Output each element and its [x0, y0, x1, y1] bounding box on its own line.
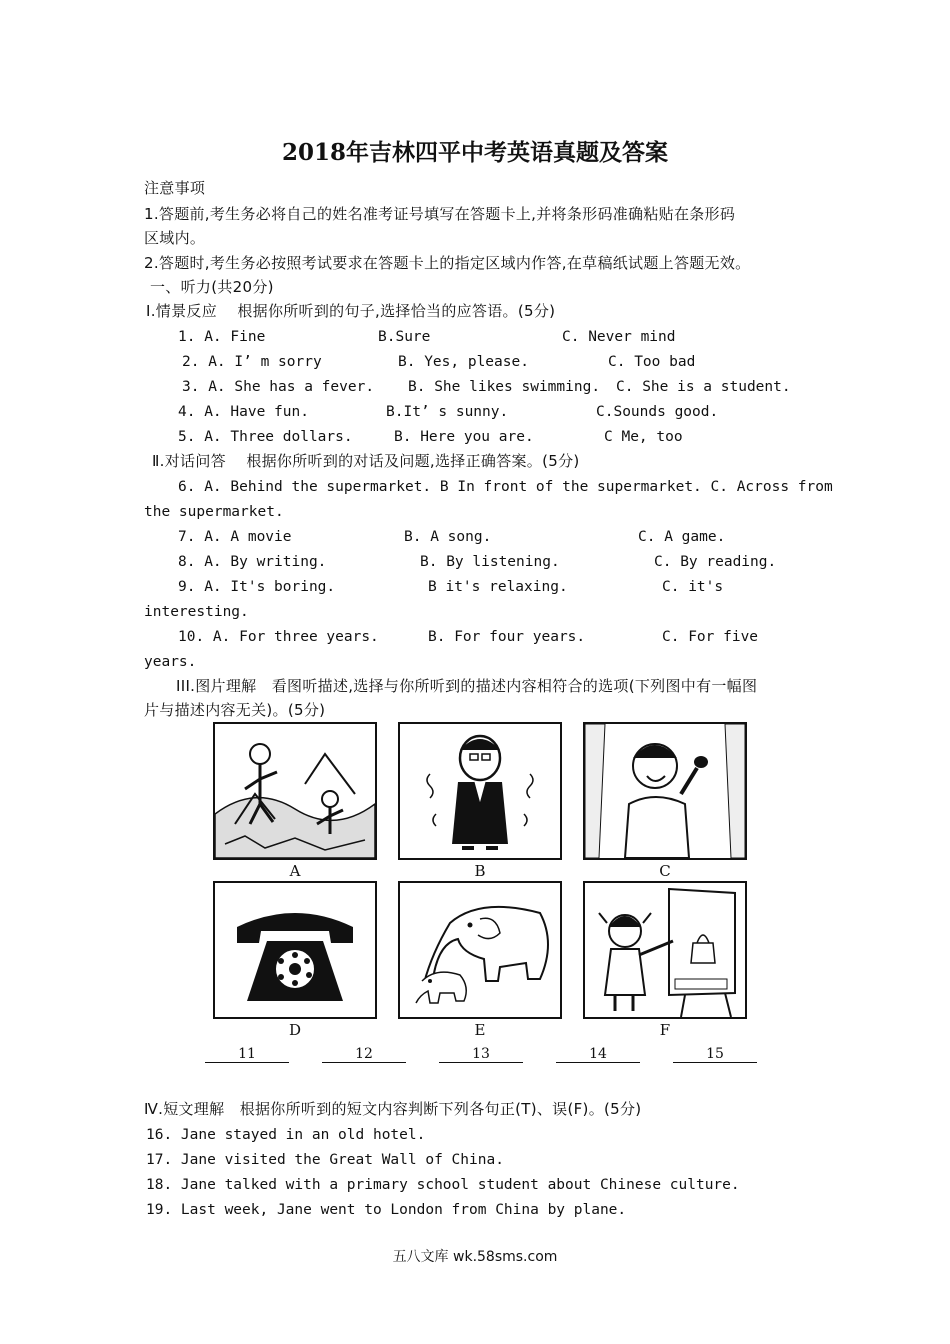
blank-number-15: 15 [706, 1046, 724, 1062]
picture-a-hiking [213, 722, 377, 860]
answer-blank-12[interactable] [322, 1046, 406, 1063]
statement-17: 17. Jane visited the Great Wall of China. [146, 1152, 504, 1168]
q8-option-b: B. By listening. [420, 554, 560, 570]
q1-option-c: C. Never mind [562, 329, 676, 345]
q3-option-b: B. She likes swimming. [408, 379, 601, 395]
q2-option-c: C. Too bad [608, 354, 696, 370]
notice-item-1: 1.答题前,考生务必将自己的姓名准考证号填写在答题卡上,并将条形码准确粘贴在条形码 [144, 205, 736, 223]
q2-option-b: B. Yes, please. [398, 354, 529, 370]
answer-blank-14[interactable] [556, 1046, 640, 1063]
answer-blank-11[interactable] [205, 1046, 289, 1063]
picture-d-telephone [213, 881, 377, 1019]
q7-option-a: 7. A. A movie [178, 529, 292, 545]
footer-watermark: 五八文库 wk.58sms.com [392, 1249, 558, 1265]
picture-e-label: E [474, 1021, 486, 1039]
blank-number-12: 12 [355, 1046, 373, 1062]
q5-option-b: B. Here you are. [394, 429, 534, 445]
q3-option-a: 3. A. She has a fever. [182, 379, 375, 395]
q4-option-b: B.It’ s sunny. [386, 404, 509, 420]
question-6: 6. A. Behind the supermarket. B In front of the supermarket. C. Across from [178, 479, 833, 495]
q4-option-a: 4. A. Have fun. [178, 404, 309, 420]
picture-b-cold-person [398, 722, 562, 860]
page-title: 2018年吉林四平中考英语真题及答案 [281, 139, 668, 166]
blank-number-11: 11 [238, 1046, 256, 1062]
q5-option-a: 5. A. Three dollars. [178, 429, 353, 445]
picture-a-label: A [289, 862, 301, 880]
q4-option-c: C.Sounds good. [596, 404, 719, 420]
picture-e-elephants [398, 881, 562, 1019]
sec1-heading: Ⅰ.情景反应 根据你所听到的句子,选择恰当的应答语。(5分) [146, 302, 556, 320]
picture-b-label: B [474, 862, 486, 880]
q1-option-a: 1. A. Fine [178, 329, 266, 345]
statement-16: 16. Jane stayed in an old hotel. [146, 1127, 426, 1143]
statement-18: 18. Jane talked with a primary school student about Chinese culture. [146, 1177, 740, 1193]
sec3-heading: III.图片理解 看图听描述,选择与你所听到的描述内容相符合的选项(下列图中有一幅图 [176, 677, 758, 695]
question-6-cont: the supermarket. [144, 504, 284, 520]
answer-blank-15[interactable] [673, 1046, 757, 1063]
blank-number-13: 13 [472, 1046, 490, 1062]
picture-c-singing-boy [583, 722, 747, 860]
q9-option-c: C. it's [662, 579, 724, 595]
notice-heading: 注意事项 [144, 179, 206, 197]
q10-option-a: 10. A. For three years. [178, 629, 379, 645]
statement-19: 19. Last week, Jane went to London from China by plane. [146, 1202, 627, 1218]
picture-f-label: F [659, 1021, 671, 1039]
q2-option-a: 2. A. I’ m sorry [182, 354, 322, 370]
q10-option-c: C. For five [662, 629, 759, 645]
sec3-heading-cont: 片与描述内容无关)。(5分) [144, 701, 326, 719]
blank-number-14: 14 [589, 1046, 607, 1062]
q8-option-c: C. By reading. [654, 554, 777, 570]
part1-heading: 一、听力(共20分) [150, 278, 274, 296]
q1-option-b: B.Sure [378, 329, 431, 345]
notice-item-1-cont: 区域内。 [144, 229, 206, 247]
picture-f-painting-girl [583, 881, 747, 1019]
q9-option-a: 9. A. It's boring. [178, 579, 336, 595]
picture-d-label: D [288, 1021, 302, 1039]
q5-option-c: C Me, too [604, 429, 683, 445]
sec4-heading: Ⅳ.短文理解 根据你所听到的短文内容判断下列各句正(T)、误(F)。(5分) [144, 1100, 642, 1118]
q7-option-c: C. A game. [638, 529, 726, 545]
q3-option-c: C. She is a student. [616, 379, 791, 395]
question-10-cont: years. [144, 654, 197, 670]
picture-c-label: C [659, 862, 671, 880]
q9-option-b: B it's relaxing. [428, 579, 568, 595]
q7-option-b: B. A song. [404, 529, 492, 545]
question-9-cont: interesting. [144, 604, 249, 620]
sec2-heading: Ⅱ.对话问答 根据你所听到的对话及问题,选择正确答案。(5分) [152, 452, 580, 470]
q8-option-a: 8. A. By writing. [178, 554, 327, 570]
notice-item-2: 2.答题时,考生务必按照考试要求在答题卡上的指定区域内作答,在草稿纸试题上答题无效。 [144, 254, 751, 272]
q10-option-b: B. For four years. [428, 629, 586, 645]
answer-blank-13[interactable] [439, 1046, 523, 1063]
